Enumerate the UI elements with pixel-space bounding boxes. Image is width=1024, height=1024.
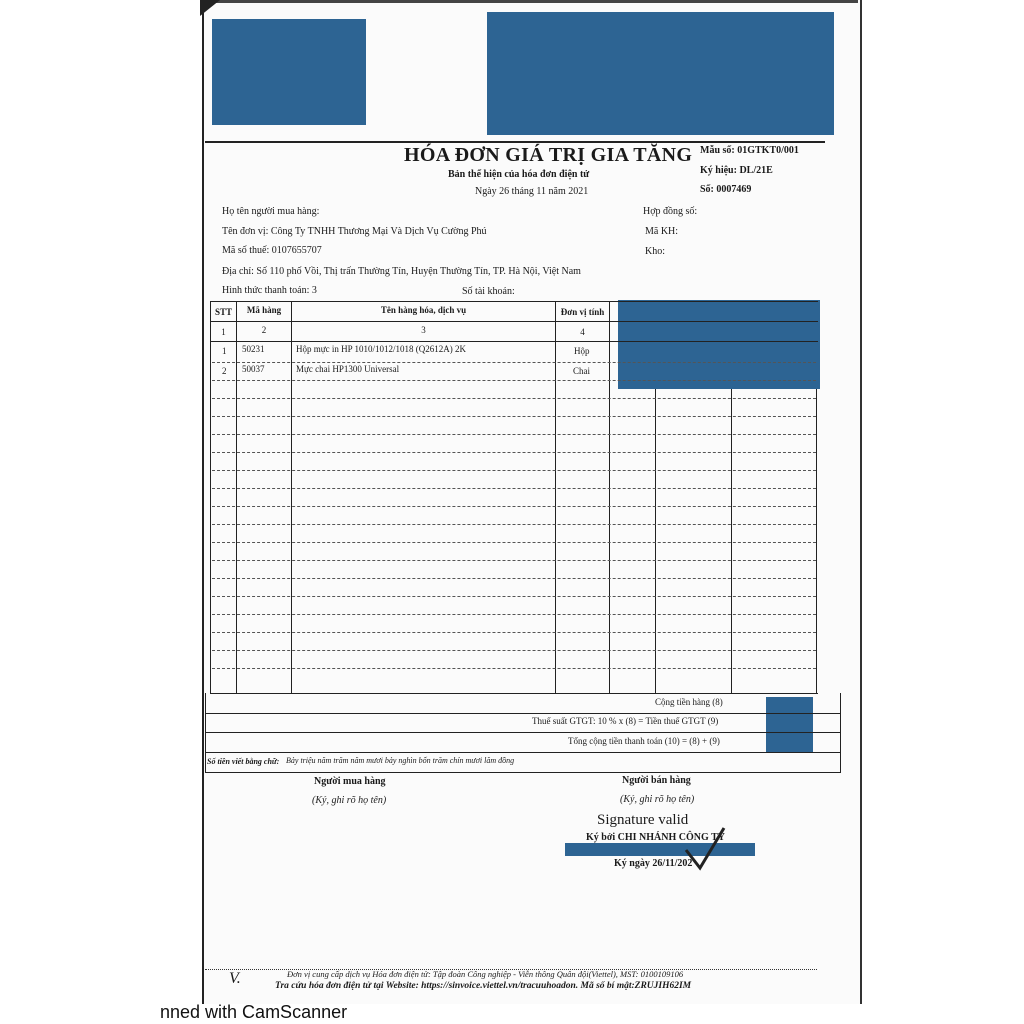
row-code: 50037 <box>242 364 265 374</box>
header-code: Mã hàng <box>246 305 282 315</box>
buyer-name-label: Họ tên người mua hàng: <box>222 206 320 217</box>
buyer-signature-note: (Ký, ghi rõ họ tên) <box>312 795 387 806</box>
invoice-symbol: Ký hiệu: DL/21E <box>700 165 773 176</box>
header-stt: STT <box>214 307 232 317</box>
index-3: 3 <box>421 325 426 335</box>
page-corner <box>200 0 220 16</box>
buyer-address: Địa chỉ: Số 110 phố Vồi, Thị trấn Thường Tín, Huyện Thường Tín, TP. Hà Nội, Việt Nam <box>222 266 581 277</box>
buyer-tax-code: Mã số thuế: 0107655707 <box>222 245 322 256</box>
seller-signature-title: Người bán hàng <box>622 775 691 786</box>
customer-code: Mã KH: <box>645 226 679 237</box>
invoice-number: Số: 0007469 <box>700 184 752 195</box>
checkmark-icon <box>680 820 730 875</box>
redaction-logo <box>212 19 366 125</box>
header-name: Tên hàng hóa, dịch vụ <box>380 305 467 315</box>
footer-lookup: Tra cứu hóa đơn điện tử tại Website: https://sinvoice.viettel.vn/tracuuhoadon. Mã số bí mật:ZRUJIH62IM <box>275 981 692 991</box>
row-stt: 2 <box>222 366 227 376</box>
row-unit: Chai <box>573 366 590 376</box>
vat-label: Thuế suất GTGT: 10 % x (8) = Tiền thuế GTGT (9) <box>532 716 719 726</box>
buyer-unit: Tên đơn vị: Công Ty TNHH Thương Mại Và Dịch Vụ Cường Phú <box>222 226 487 237</box>
invoice-date: Ngày 26 tháng 11 năm 2021 <box>475 186 589 197</box>
payment-method: Hình thức thanh toán: 3 <box>222 285 317 296</box>
header-rule <box>205 141 825 143</box>
signed-by: Ký bởi CHI NHÁNH CÔNG TY <box>586 832 725 843</box>
header-unit: Đơn vị tính <box>560 307 605 317</box>
row-name: Mực chai HP1300 Universal <box>296 364 400 374</box>
grand-total-label: Tổng cộng tiền thanh toán (10) = (8) + (9) <box>568 736 720 746</box>
account-number: Số tài khoản: <box>462 286 515 297</box>
camscanner-watermark: nned with CamScanner <box>160 1002 348 1022</box>
row-code: 50231 <box>242 344 265 354</box>
signature-valid: Signature valid <box>597 812 689 828</box>
form-number: Mẫu số: 01GTKT0/001 <box>700 145 799 156</box>
seller-signature-note: (Ký, ghi rõ họ tên) <box>620 794 695 805</box>
buyer-signature-title: Người mua hàng <box>314 776 386 787</box>
redaction-totals <box>766 697 813 752</box>
index-1: 1 <box>221 327 226 337</box>
index-2: 2 <box>261 325 267 335</box>
redaction-table-columns <box>618 300 820 389</box>
footer-mark: V. <box>229 970 241 987</box>
warehouse: Kho: <box>645 246 665 257</box>
contract-number: Hợp đồng số: <box>643 206 698 217</box>
index-4: 4 <box>580 327 585 337</box>
footer-provider: Đơn vị cung cấp dịch vụ Hóa đơn điện tử: Tập đoàn Công nghiệp - Viễn thông Quân đội(Viettel), MST: 0100109106 <box>287 969 684 979</box>
amount-in-words: Bảy triệu năm trăm năm mươi bảy nghìn bốn trăm chín mươi lăm đồng <box>286 756 515 765</box>
redaction-seller-info <box>487 12 834 135</box>
signed-date: Ký ngày 26/11/202 <box>614 858 693 869</box>
page-title: HÓA ĐƠN GIÁ TRỊ GIA TĂNG <box>404 144 693 166</box>
row-name: Hộp mực in HP 1010/1012/1018 (Q2612A) 2K <box>296 344 467 354</box>
subtotal-label: Cộng tiền hàng (8) <box>655 697 723 707</box>
page-top-edge <box>202 0 858 3</box>
row-stt: 1 <box>222 346 227 356</box>
amount-in-words-label: Số tiền viết bằng chữ: <box>207 757 280 766</box>
invoice-subtitle: Bản thể hiện của hóa đơn điện tử <box>448 169 590 180</box>
row-unit: Hộp <box>574 346 590 356</box>
